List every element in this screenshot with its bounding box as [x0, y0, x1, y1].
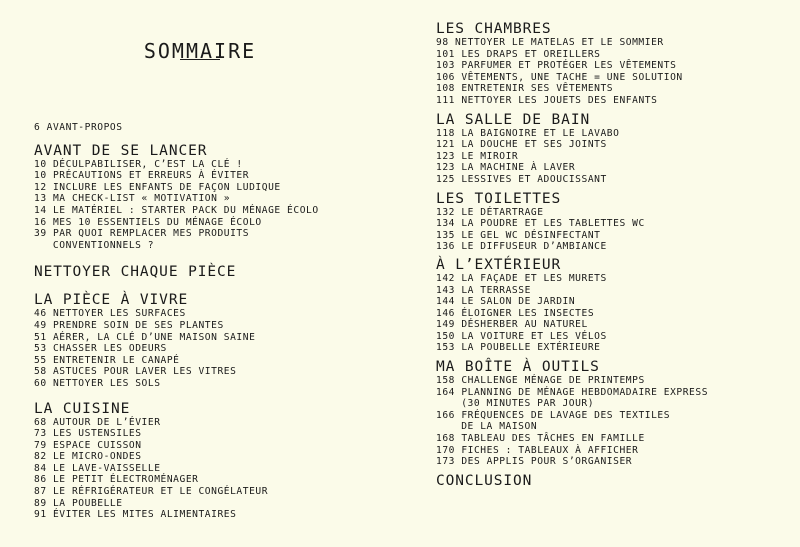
toc-entry [436, 83, 796, 95]
toc-entry [34, 355, 414, 367]
section-title: CONCLUSION [436, 472, 533, 489]
toc-entry [436, 273, 796, 285]
toc-entry [436, 342, 796, 354]
entry-page-number: 49 [34, 319, 47, 331]
entry-label: FICHES : TABLEAUX À AFFICHER [461, 444, 639, 456]
section-title: LES TOILETTES [436, 190, 562, 207]
entry-label: LA FAÇADE ET LES MURETS [461, 272, 607, 284]
toc-entry [436, 421, 796, 433]
entry-page-number: 79 [34, 439, 47, 451]
toc-entry [34, 486, 414, 498]
toc-entry [34, 417, 414, 429]
entry-label: ASTUCES POUR LAVER LES VITRES [52, 366, 237, 378]
toc-entry [436, 410, 796, 422]
entry-page-number: 132 [436, 206, 455, 218]
entry-label: NETTOYER LES JOUETS DES ENFANTS [461, 94, 658, 106]
toc-entry [34, 440, 414, 452]
entry-label: LA BAIGNOIRE ET LE LAVABO [461, 127, 620, 139]
entry-page-number: 111 [436, 94, 455, 106]
entry-page-number: 86 [34, 474, 47, 486]
section-title: MA BOÎTE À OUTILS [436, 359, 600, 376]
toc-entry [34, 240, 414, 252]
entry-page-number: 58 [34, 366, 47, 378]
toc-entry [436, 60, 796, 72]
entry-page-number: 10 [34, 170, 47, 182]
entry-page-number: 39 [34, 228, 47, 240]
entry-label: MA CHECK-LIST « MOTIVATION » [52, 193, 231, 205]
entry-label: LE GEL WC DÉSINFECTANT [461, 229, 601, 241]
entry-label: LE MICRO-ONDES [52, 451, 142, 463]
entry-label: LE RÉFRIGÉRATEUR ET LE CONGÉLATEUR [52, 486, 269, 498]
section-entries [34, 417, 414, 521]
toc-entry [34, 474, 414, 486]
section-title: LA PIÈCE À VIVRE [34, 292, 189, 309]
toc-entry [34, 170, 414, 182]
entry-label: DES APPLIS POUR S’ORGANISER [461, 456, 633, 468]
entry-page-number: 84 [34, 462, 47, 474]
entry-label: ENTRETENIR SES VÊTEMENTS [461, 83, 614, 95]
entry-label: NETTOYER LE MATELAS ET LE SOMMIER [454, 37, 664, 48]
entry-label: LE MATÉRIEL : STARTER PACK DU MÉNAGE ÉCOLO [52, 204, 319, 216]
toc-entry [436, 37, 796, 49]
entry-label: INCLURE LES ENFANTS DE FAÇON LUDIQUE [52, 181, 281, 193]
toc-entry [34, 182, 414, 194]
entry-label: LA POUBELLE [52, 497, 123, 509]
toc-entry [34, 451, 414, 463]
toc-entry [436, 319, 796, 331]
entry-label: TABLEAU DES TÂCHES EN FAMILLE [461, 433, 645, 445]
entry-label: DE LA MAISON [461, 421, 538, 433]
entry-label: LE MIROIR [461, 150, 519, 162]
entry-page-number: 16 [34, 216, 47, 228]
entry-page-number: 135 [436, 229, 455, 241]
entry-label: PLANNING DE MÉNAGE HEBDOMADAIRE EXPRESS [461, 386, 709, 398]
toc-entry [436, 218, 796, 230]
toc-entry [34, 159, 414, 171]
toc-entry [34, 498, 414, 510]
toc-entry [436, 398, 796, 410]
toc-entry [34, 509, 414, 521]
entry-label: ESPACE CUISSON [52, 439, 142, 451]
entry-label: LES USTENSILES [52, 428, 142, 440]
section-title: LA CUISINE [34, 400, 131, 417]
toc-entry [436, 95, 796, 107]
left-column [34, 122, 414, 521]
entry-page-number: 6 [34, 122, 41, 133]
entry-page-number: 60 [34, 377, 47, 389]
entry-page-number: 14 [34, 204, 47, 216]
entry-page-number: 10 [34, 158, 47, 170]
section-entries [436, 207, 796, 253]
entry-page-number: 55 [34, 354, 47, 366]
entry-page-number: 121 [436, 139, 455, 151]
entry-label: PARFUMER ET PROTÉGER LES VÊTEMENTS [461, 60, 677, 72]
toc-section [34, 293, 414, 389]
toc-entry [436, 128, 796, 140]
entry-page-number: 125 [436, 173, 455, 185]
entry-label: DÉCULPABILISER, C’EST LA CLÉ ! [52, 158, 243, 170]
entry-label: LA POUDRE ET LES TABLETTES WC [461, 218, 645, 230]
toc-entry [436, 433, 796, 445]
toc-section [436, 22, 796, 107]
entry-label: ÉVITER LES MITES ALIMENTAIRES [52, 509, 237, 521]
entry-label: PRENDRE SOIN DE SES PLANTES [52, 319, 224, 331]
toc-entry [34, 308, 414, 320]
toc-entry [436, 456, 796, 468]
toc-entry [34, 332, 414, 344]
intro-entry [34, 122, 414, 134]
section-title: NETTOYER CHAQUE PIÈCE [34, 264, 237, 281]
toc-entry [436, 331, 796, 343]
right-column [436, 22, 796, 489]
entry-label: CONVENTIONNELS ? [52, 239, 155, 251]
entry-page-number: 134 [436, 218, 455, 230]
toc-section [436, 474, 796, 489]
entry-page-number: 150 [436, 330, 455, 342]
section-title: AVANT DE SE LANCER [34, 142, 208, 159]
entry-label: LE PETIT ÉLECTROMÉNAGER [52, 474, 199, 486]
entry-label: NETTOYER LES SURFACES [52, 308, 186, 320]
section-entries [436, 37, 796, 107]
entry-label: LA VOITURE ET LES VÉLOS [461, 330, 607, 342]
toc-section [436, 113, 796, 186]
entry-label: ENTRETENIR LE CANAPÉ [52, 354, 180, 366]
section-entries [436, 128, 796, 186]
entry-page-number: 168 [436, 433, 455, 445]
toc-entry [34, 428, 414, 440]
entry-page-number: 91 [34, 509, 47, 521]
entry-page-number: 123 [436, 150, 455, 162]
entry-page-number: 51 [34, 331, 47, 343]
toc-entry [436, 139, 796, 151]
entry-page-number: 106 [436, 71, 455, 83]
entry-label: LA DOUCHE ET SES JOINTS [461, 139, 607, 151]
section-title: LES CHAMBRES [436, 21, 552, 37]
entry-page-number: 149 [436, 319, 455, 331]
entry-label: DÉSHERBER AU NATUREL [461, 319, 588, 331]
toc-section [34, 265, 414, 280]
entry-page-number: 142 [436, 272, 455, 284]
entry-page-number: 98 [436, 37, 449, 48]
toc-section [34, 144, 414, 252]
entry-label: LE SALON DE JARDIN [461, 296, 576, 308]
entry-label: CHASSER LES ODEURS [52, 343, 167, 355]
entry-page-number: 68 [34, 416, 47, 428]
entry-page-number: 144 [436, 296, 455, 308]
entry-label: NETTOYER LES SOLS [52, 377, 161, 389]
entry-label: LESSIVES ET ADOUCISSANT [461, 173, 607, 185]
entry-page-number: 173 [436, 456, 455, 468]
entry-label: LE LAVE-VAISSELLE [52, 462, 161, 474]
entry-page-number: 89 [34, 497, 47, 509]
toc-entry [436, 207, 796, 219]
entry-label: PRÉCAUTIONS ET ERREURS À ÉVITER [52, 170, 250, 182]
toc-entry [436, 308, 796, 320]
entry-label: VÊTEMENTS, UNE TACHE = UNE SOLUTION [461, 71, 683, 83]
toc-entry [436, 285, 796, 297]
section-entries [34, 159, 414, 252]
toc-section [34, 402, 414, 521]
entry-page-number: 153 [436, 342, 455, 354]
entry-label: MES 10 ESSENTIELS DU MÉNAGE ÉCOLO [52, 216, 262, 228]
entry-page-number: 12 [34, 181, 47, 193]
toc-entry [34, 217, 414, 229]
section-entries [436, 273, 796, 354]
entry-page-number: 164 [436, 386, 455, 398]
entry-label: (30 MINUTES PAR JOUR) [461, 398, 595, 410]
entry-label: AÉRER, LA CLÉ D’UNE MAISON SAINE [52, 331, 256, 343]
page-title: SOMMAIRE [143, 39, 257, 64]
section-title: À L’EXTÉRIEUR [436, 256, 562, 273]
title-underline [180, 59, 220, 60]
entry-page-number: 118 [436, 127, 455, 139]
entry-page-number: 136 [436, 241, 455, 253]
entry-page-number: 123 [436, 162, 455, 174]
toc-entry [34, 320, 414, 332]
entry-page-number: 82 [34, 451, 47, 463]
toc-section [436, 258, 796, 354]
entry-page-number: 166 [436, 409, 455, 421]
entry-label: CHALLENGE MÉNAGE DE PRINTEMPS [461, 375, 645, 387]
entry-label: LE DIFFUSEUR D’AMBIANCE [461, 241, 607, 253]
section-title: LA SALLE DE BAIN [436, 111, 591, 128]
toc-section [436, 192, 796, 253]
entry-label: FRÉQUENCES DE LAVAGE DES TEXTILES [461, 409, 671, 421]
entry-page-number: 87 [34, 486, 47, 498]
entry-page-number: 143 [436, 284, 455, 296]
section-entries [436, 375, 796, 468]
toc-entry [34, 366, 414, 378]
entry-label: AVANT-PROPOS [46, 122, 123, 133]
toc-entry [436, 72, 796, 84]
toc-entry [436, 296, 796, 308]
entry-page-number: 13 [34, 193, 47, 205]
toc-entry [436, 174, 796, 186]
entry-label: ÉLOIGNER LES INSECTES [461, 307, 595, 319]
toc-entry [436, 49, 796, 61]
toc-entry [436, 151, 796, 163]
toc-entry [436, 445, 796, 457]
toc-entry [436, 241, 796, 253]
entry-page-number: 103 [436, 60, 455, 72]
toc-entry [34, 463, 414, 475]
toc-entry [34, 205, 414, 217]
entry-label: LES DRAPS ET OREILLERS [461, 48, 601, 60]
toc-entry [436, 387, 796, 399]
toc-entry [34, 228, 414, 240]
toc-section [436, 360, 796, 468]
entry-page-number: 146 [436, 307, 455, 319]
toc-entry [436, 162, 796, 174]
entry-label: LE DÉTARTRAGE [461, 206, 544, 218]
entry-label: LA MACHINE À LAVER [461, 162, 576, 174]
entry-page-number: 53 [34, 343, 47, 355]
toc-entry [436, 375, 796, 387]
entry-page-number: 101 [436, 48, 455, 60]
toc-entry [34, 343, 414, 355]
entry-page-number: 170 [436, 444, 455, 456]
entry-page-number: 158 [436, 375, 455, 387]
toc-entry [436, 230, 796, 242]
toc-entry [34, 378, 414, 390]
section-entries [34, 308, 414, 389]
entry-label: AUTOUR DE L’ÉVIER [52, 416, 161, 428]
entry-page-number: 108 [436, 83, 455, 95]
entry-page-number: 46 [34, 308, 47, 320]
toc-entry [34, 193, 414, 205]
entry-label: LA POUBELLE EXTÉRIEURE [461, 342, 601, 354]
entry-label: PAR QUOI REMPLACER MES PRODUITS [52, 228, 250, 240]
entry-label: LA TERRASSE [461, 284, 531, 296]
entry-page-number: 73 [34, 428, 47, 440]
